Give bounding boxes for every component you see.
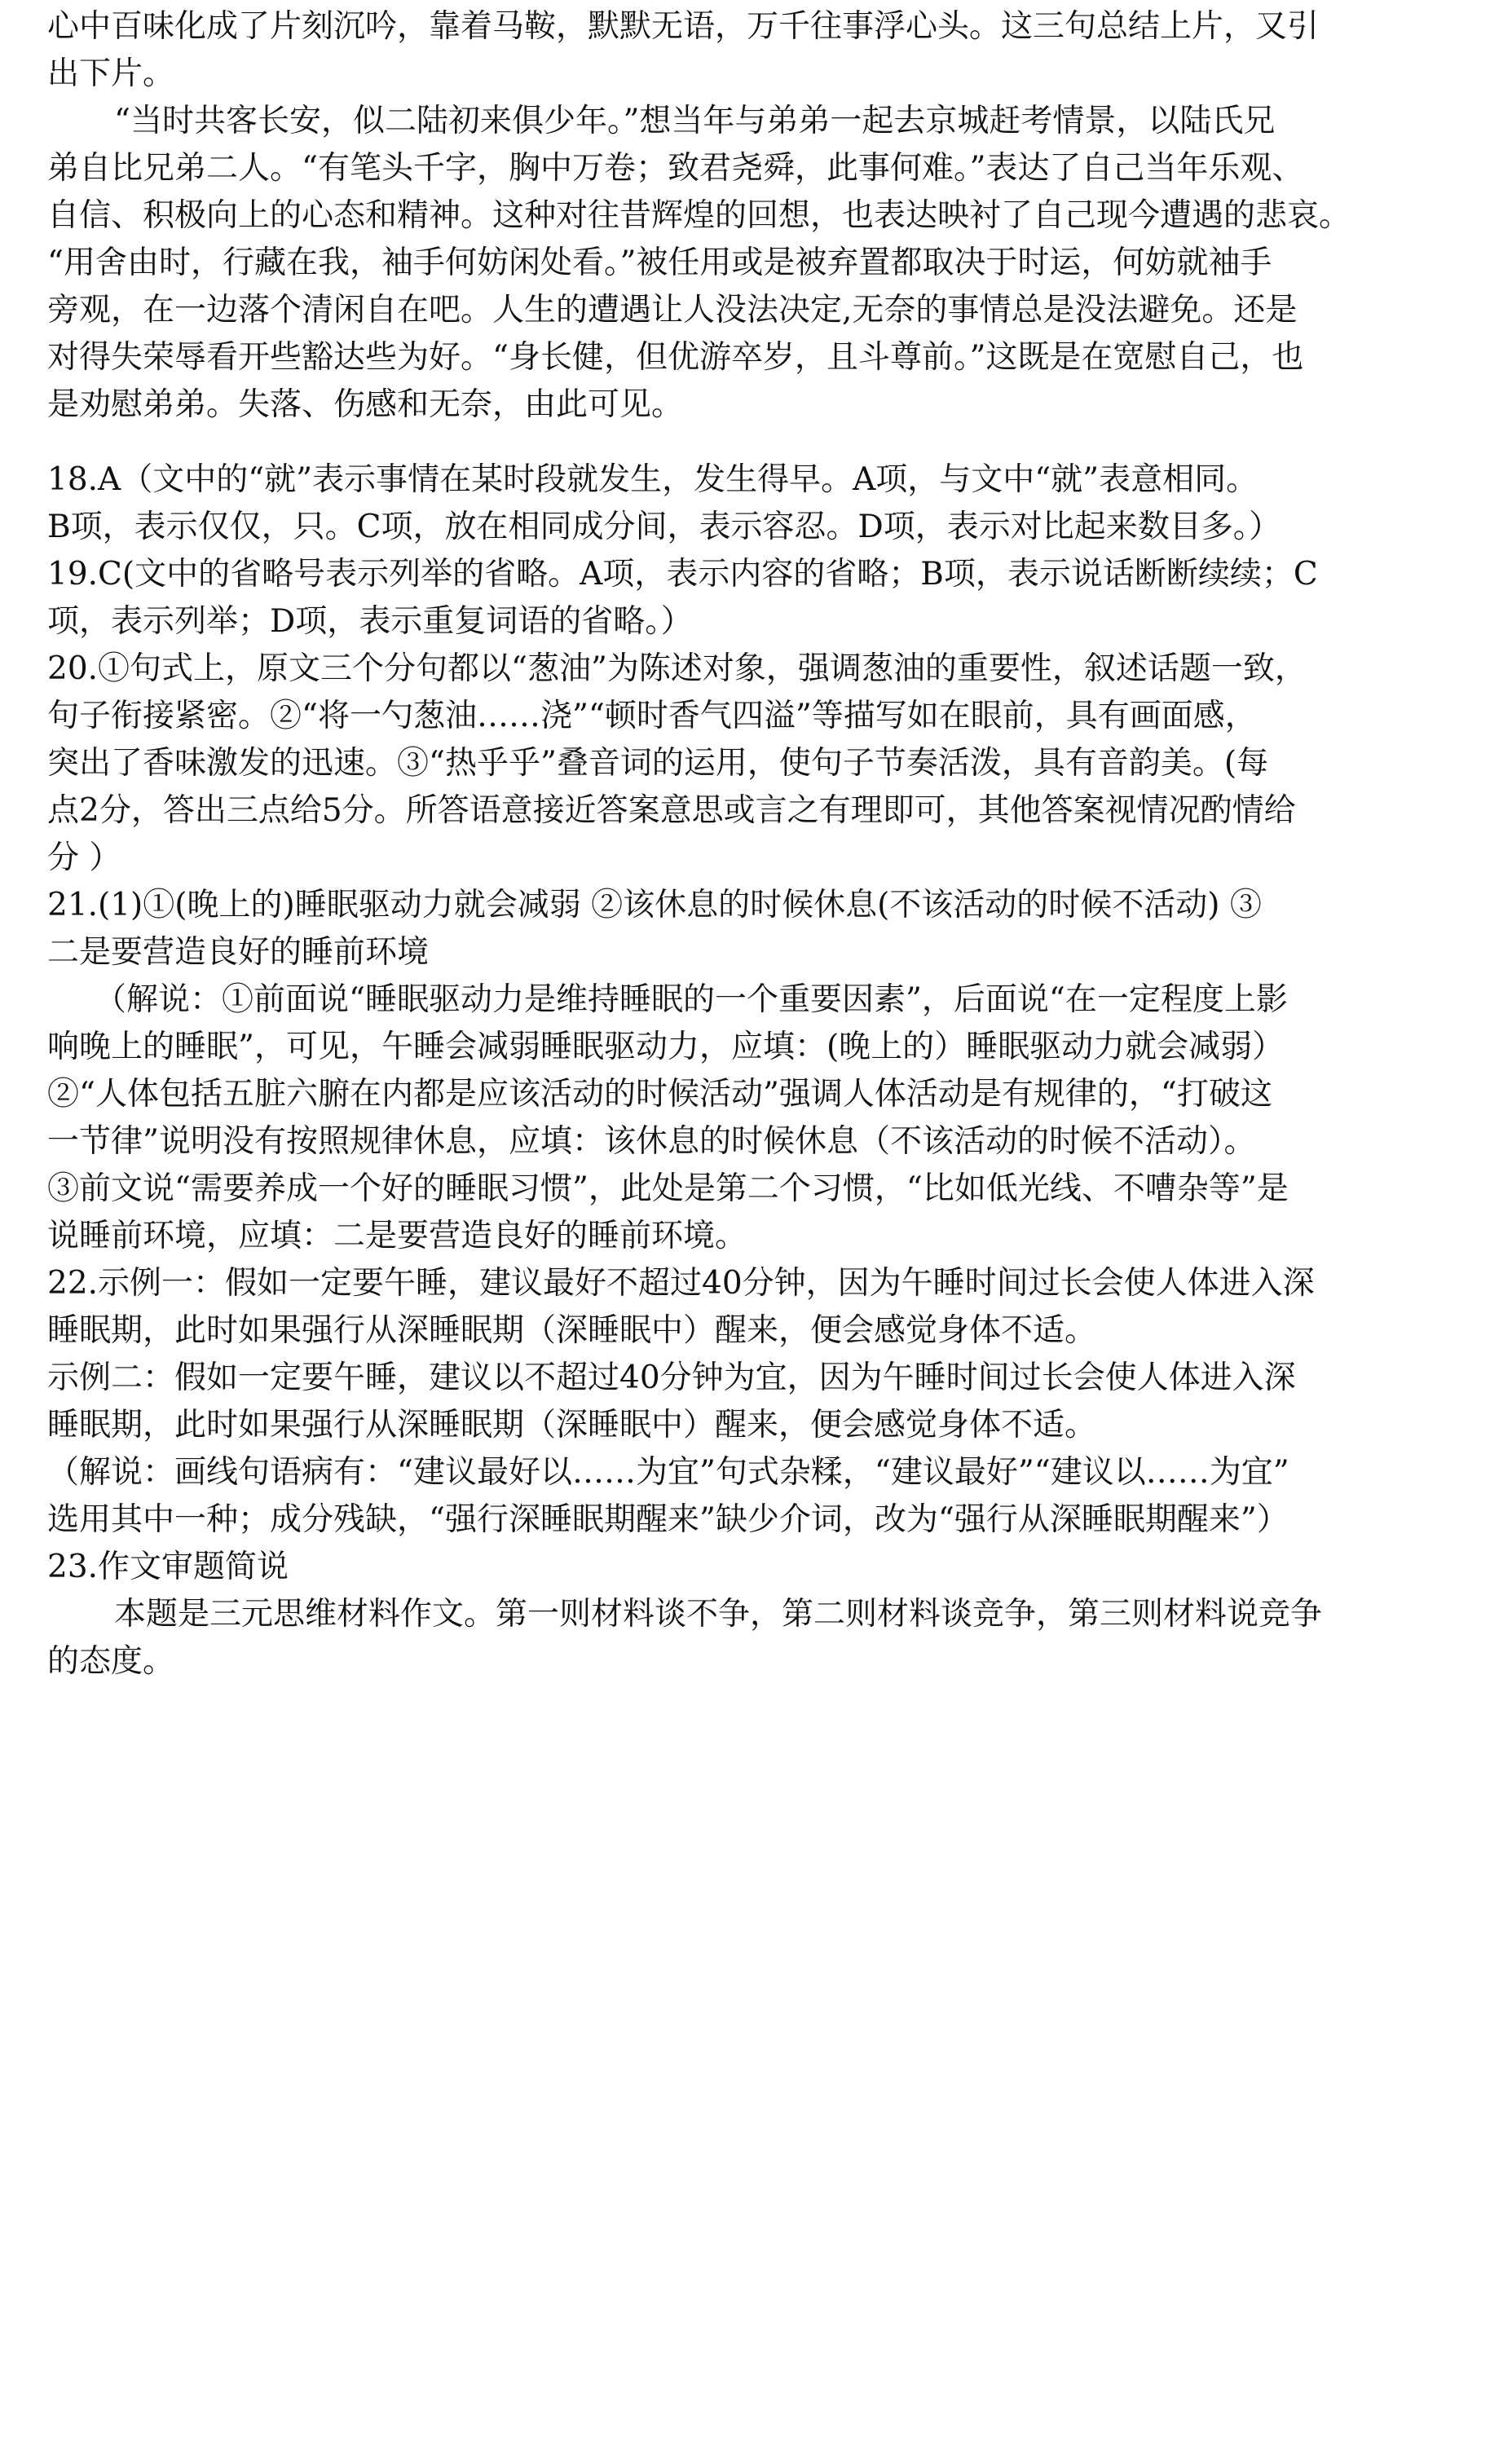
text-line: 突出了香味激发的迅速。③“热乎乎”叠音词的运用，使句子节奏活泼，具有音韵美。(每: [47, 745, 1269, 782]
text-line: 一节律”说明没有按照规律休息，应填：该休息的时候休息（不该活动的时候不活动）。: [47, 1123, 1256, 1160]
text-line: 选用其中一种；成分残缺，“强行深睡眠期醒来”缺少介词，改为“强行从深睡眠期醒来”）: [47, 1501, 1289, 1538]
explanation-line: （解说：①前面说“睡眠驱动力是维持睡眠的一个重要因素”，后面说“在一定程度上影: [95, 981, 1288, 1018]
text-line: 心中百味化成了片刻沉吟，靠着马鞍，默默无语，万千往事浮心头。这三句总结上片，又引: [47, 8, 1320, 45]
text-line: 点2分，答出三点给5分。所答语意接近答案意思或言之有理即可，其他答案视情况酌情给: [47, 792, 1296, 829]
text-line: 对得失荣辱看开些豁达些为好。“身长健，但优游卒岁，且斗尊前。”这既是在宽慰自己，也: [47, 339, 1304, 376]
text-line: 弟自比兄弟二人。“有笔头千字，胸中万卷；致君尧舜，此事何难。”表达了自己当年乐观、: [47, 150, 1304, 187]
text-line: 示例二：假如一定要午睡，建议以不超过40分钟为宜，因为午睡时间过长会使人体进入深: [47, 1360, 1296, 1396]
answer-23-heading: 23.作文审题简说: [47, 1549, 289, 1585]
text-line: 睡眠期，此时如果强行从深睡眠期（深睡眠中）醒来，便会感觉身体不适。: [47, 1312, 1097, 1349]
answer-18-line: 18.A（文中的“就”表示事情在某时段就发生，发生得早。A项，与文中“就”表意相同。: [47, 461, 1259, 498]
text-line: 项，表示列举；D项，表示重复词语的省略。）: [47, 603, 693, 640]
answer-21-line: 21.(1)①(晚上的)睡眠驱动力就会减弱 ②该休息的时候休息(不该活动的时候不活动) ③: [47, 887, 1262, 923]
text-line: 出下片。: [47, 55, 175, 92]
text-line: 响晚上的睡眠”，可见，午睡会减弱睡眠驱动力，应填：(晚上的）睡眠驱动力就会减弱）: [47, 1029, 1285, 1065]
text-line: 说睡前环境，应填：二是要营造良好的睡前环境。: [47, 1218, 747, 1254]
text-line: “用舍由时，行藏在我，袖手何妨闲处看。”被任用或是被弃置都取决于时运，何妨就袖手: [47, 245, 1272, 281]
answer-22-line: 22.示例一：假如一定要午睡，建议最好不超过40分钟，因为午睡时间过长会使人体进入深: [47, 1265, 1315, 1302]
text-line: 本题是三元思维材料作文。第一则材料谈不争，第二则材料谈竞争，第三则材料说竞争: [114, 1596, 1323, 1633]
text-line: 睡眠期，此时如果强行从深睡眠期（深睡眠中）醒来，便会感觉身体不适。: [47, 1407, 1097, 1443]
text-line: 旁观，在一边落个清闲自在吧。人生的遭遇让人没法决定,无奈的事情总是没法避免。还是: [47, 292, 1298, 328]
text-line: ③前文说“需要养成一个好的睡眠习惯”，此处是第二个习惯，“比如低光线、不嘈杂等”是: [47, 1170, 1289, 1207]
document-page: [47, 3, 1467, 1686]
explanation-line: （解说：画线句语病有：“建议最好以……为宜”句式杂糅，“建议最好”“建议以……为宜”: [47, 1454, 1289, 1491]
text-line: “当时共客长安，似二陆初来俱少年。”想当年与弟弟一起去京城赶考情景，以陆氏兄: [114, 103, 1276, 139]
text-line: 自信、积极向上的心态和精神。这种对往昔辉煌的回想，也表达映衬了自己现今遭遇的悲哀。: [47, 197, 1351, 234]
text-line: 是劝慰弟弟。失落、伤感和无奈，由此可见。: [47, 386, 684, 423]
answer-20-line: 20.①句式上，原文三个分句都以“葱油”为陈述对象，强调葱油的重要性，叙述话题一致，: [47, 650, 1307, 687]
text-line: 分 ）: [47, 839, 121, 876]
text-line: ②“人体包括五脏六腑在内都是应该活动的时候活动”强调人体活动是有规律的，“打破这: [47, 1076, 1272, 1113]
text-line: 的态度。: [47, 1643, 175, 1680]
text-line: B项，表示仅仅，只。C项，放在相同成分间，表示容忍。D项，表示对比起来数目多。）: [47, 509, 1281, 545]
text-line: 句子衔接紧密。②“将一勺葱油……浇”“顿时香气四溢”等描写如在眼前，具有画面感，: [47, 698, 1257, 734]
answer-19-line: 19.C(文中的省略号表示列举的省略。A项，表示内容的省略；B项，表示说话断断续续；C: [47, 556, 1318, 593]
text-line: 二是要营造良好的睡前环境: [47, 934, 430, 971]
